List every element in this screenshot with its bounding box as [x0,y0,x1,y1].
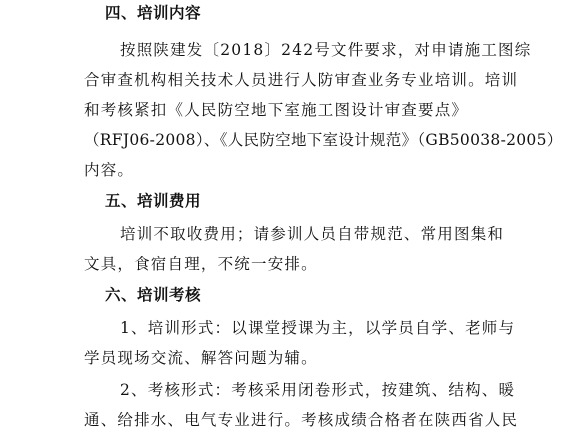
section-heading-training-assessment: 六、培训考核 [105,286,202,304]
section-heading-training-content: 四、培训内容 [105,4,202,22]
paragraph-line: 通、给排水、电气专业进行。考核成绩合格者在陕西省人民 [84,411,519,429]
paragraph-line: 1、培训形式：以课堂授课为主，以学员自学、老师与 [120,319,516,337]
paragraph-line: （RFJ06-2008）、《人民防空地下室设计规范》（GB50038-2005） [84,131,563,149]
paragraph-line: 合审查机构相关技术人员进行人防审查业务专业培训。培训 [84,71,519,89]
paragraph-line: 培训不取收费用；请参训人员自带规范、常用图集和 [120,225,505,243]
paragraph-line: 文具，食宿自理，不统一安排。 [84,255,318,273]
section-heading-training-fees: 五、培训费用 [105,192,202,210]
paragraph-line: 2、考核形式：考核采用闭卷形式，按建筑、结构、暖 [120,381,516,399]
paragraph-line: 内容。 [84,161,135,179]
paragraph-line: 按照陕建发〔2018〕242号文件要求，对申请施工图综 [120,41,532,59]
paragraph-line: 和考核紧扣《人民防空地下室施工图设计审查要点》 [84,101,469,119]
paragraph-line: 学员现场交流、解答问题为辅。 [84,349,318,367]
